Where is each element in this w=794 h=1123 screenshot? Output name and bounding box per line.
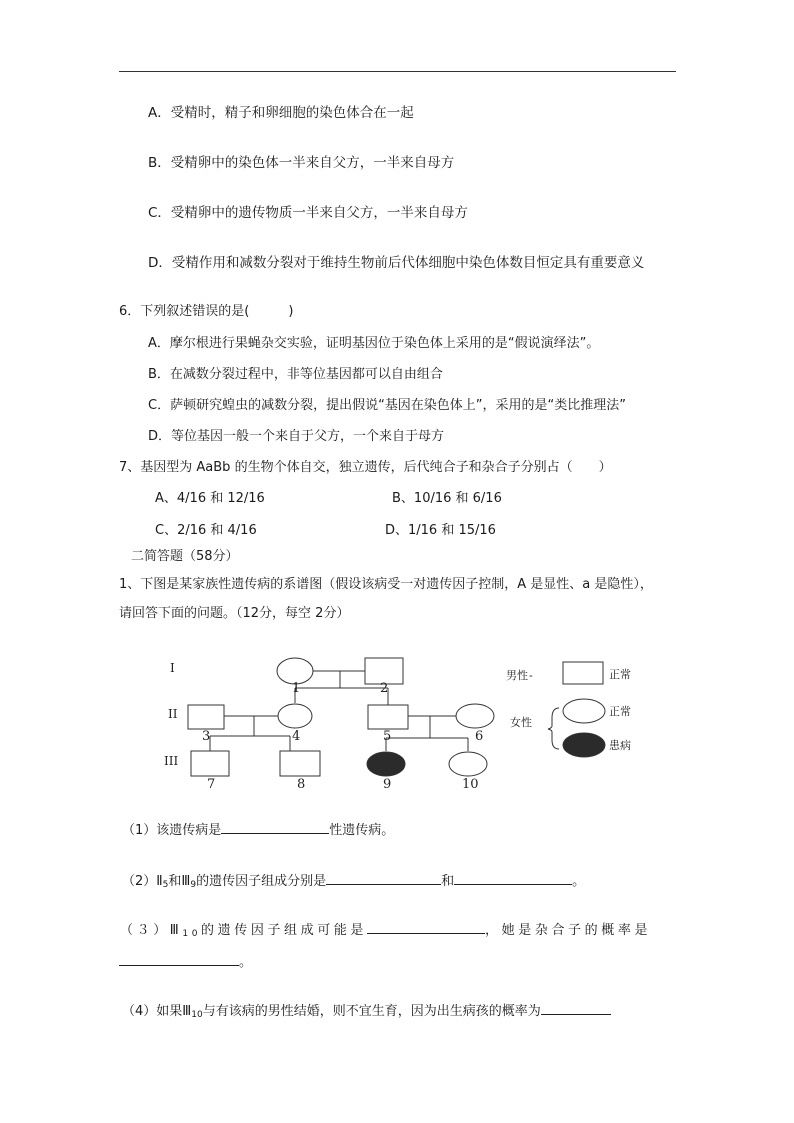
q6-option-d: D．等位基因一般一个来自于父方，一个来自于母方	[148, 429, 445, 444]
legend-affected-label: 患病	[609, 739, 631, 752]
individual-10-female-normal	[449, 752, 487, 776]
answer-blank-3a[interactable]	[367, 919, 485, 934]
sub-question-3-continued: 。	[119, 951, 252, 972]
q5-option-a: A．受精时，精子和卵细胞的染色体合在一起	[148, 105, 414, 121]
q5-option-c: C．受精卵中的遗传物质一半来自父方，一半来自母方	[148, 205, 468, 221]
legend-male-normal-symbol	[563, 662, 603, 684]
answer-blank-2a[interactable]	[326, 870, 441, 885]
individual-label-6: 6	[475, 729, 484, 744]
generation-label-III: III	[164, 754, 179, 768]
legend-female-normal-symbol	[563, 699, 605, 723]
answer-blank-4[interactable]	[541, 1000, 611, 1015]
svg-text:-: -	[529, 669, 533, 682]
q6-option-b: B．在减数分裂过程中，非等位基因都可以自由组合	[148, 367, 443, 382]
q7-option-c: C、2/16 和 4/16	[155, 523, 257, 538]
individual-5-male-normal	[368, 705, 408, 729]
sub-question-2: $(2)Ⅱ_5$和$Ⅲ_9$的遗传因子组成分别是 和 。	[122, 870, 585, 894]
legend-normal-label-2: 正常	[609, 705, 631, 718]
q1-stem-line1: 1、下图是某家族性遗传病的系谱图（假设该病受一对遗传因子控制，A 是显性、a 是隐性），	[119, 577, 653, 592]
legend-brace	[548, 708, 559, 749]
individual-label-3: 3	[202, 729, 211, 744]
q6-stem: 6．下列叙述错误的是( )	[119, 304, 294, 319]
individual-label-10: 10	[462, 777, 479, 792]
q7-option-d: D、1/16 和 15/16	[385, 523, 496, 538]
individual-3-male-normal	[188, 705, 224, 729]
individual-label-2: 2	[380, 681, 389, 696]
q6-option-c: C．萨顿研究蝗虫的减数分裂，提出假说“基因在染色体上”，采用的是“类比推理法”	[148, 398, 627, 413]
generation-label-I: I	[170, 661, 175, 675]
generation-label-II: II	[168, 707, 178, 721]
legend-male-label: 男性	[506, 669, 528, 682]
legend-normal-label-1: 正常	[609, 668, 631, 681]
legend-female-label: 女性	[510, 716, 532, 729]
individual-4-female-normal	[278, 704, 312, 728]
sub-question-4: （4）如果$Ⅲ_{10}$与有该病的男性结婚，则不宜生育，因为出生病孩的概率为	[122, 1000, 611, 1024]
header-rule	[119, 71, 676, 72]
q6-option-a: A．摩尔根进行果蝇杂交实验，证明基因位于染色体上采用的是“假说演绎法”。	[148, 336, 600, 351]
individual-9-female-affected	[367, 752, 405, 776]
individual-7-male-normal	[191, 751, 229, 776]
q5-option-b: B．受精卵中的染色体一半来自父方，一半来自母方	[148, 155, 455, 171]
sub-question-1-suffix: 性遗传病。	[329, 823, 395, 838]
sub-question-1-text: （1）该遗传病是	[122, 823, 222, 838]
section-heading: 二简答题（58分）	[131, 549, 239, 564]
legend-female-affected-symbol	[563, 733, 605, 757]
individual-label-5: 5	[383, 729, 392, 744]
q7-option-a: A、4/16 和 12/16	[155, 491, 265, 506]
sub-question-3: $(3)Ⅲ_{10}$的遗传因子组成可能是 ，她是杂合子的概率是	[120, 919, 651, 943]
q7-option-b: B、10/16 和 6/16	[392, 491, 502, 506]
individual-label-4: 4	[292, 729, 301, 744]
q7-stem: 7、基因型为 AaBb 的生物个体自交，独立遗传，后代纯合子和杂合子分别占（ ）	[119, 460, 612, 475]
answer-blank-3b[interactable]	[119, 951, 239, 966]
individual-label-8: 8	[297, 777, 306, 792]
individual-8-male-normal	[280, 751, 320, 776]
individual-label-7: 7	[207, 777, 216, 792]
answer-blank-1[interactable]	[221, 819, 329, 834]
individual-label-1: 1	[292, 681, 301, 696]
sub-question-1	[122, 819, 394, 840]
q5-option-d: D．受精作用和减数分裂对于维持生物前后代体细胞中染色体数目恒定具有重要意义	[148, 255, 645, 271]
q1-stem-line2: 请回答下面的问题。（12分，每空 2分）	[119, 606, 350, 621]
individual-6-female-normal	[456, 704, 494, 728]
answer-blank-2b[interactable]	[454, 870, 572, 885]
pedigree-chart	[150, 648, 680, 798]
individual-label-9: 9	[383, 777, 392, 792]
